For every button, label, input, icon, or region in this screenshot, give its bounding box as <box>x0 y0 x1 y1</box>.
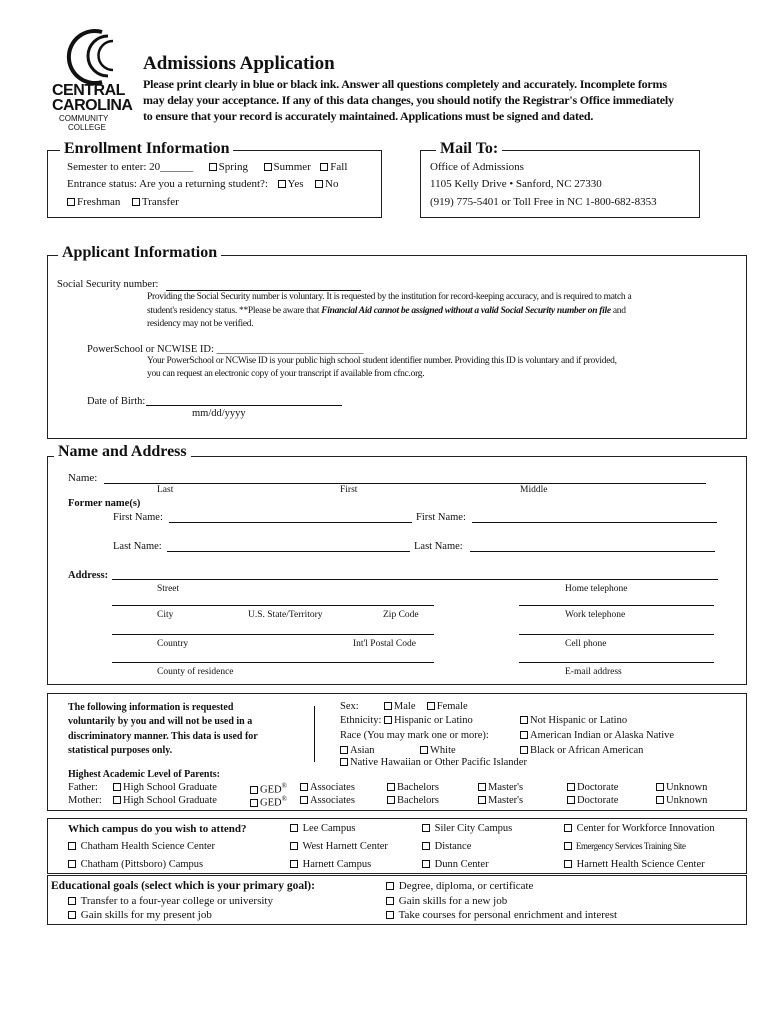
father-hs-label: High School Graduate <box>123 782 217 793</box>
country-caption: Country <box>157 639 189 649</box>
mother-unknown-checkbox[interactable] <box>656 796 664 804</box>
black-checkbox[interactable] <box>520 746 528 754</box>
father-masters-label: Master's <box>488 782 524 793</box>
former-last-label-1: Last Name: <box>113 541 162 552</box>
mother-doctorate-option <box>567 795 618 806</box>
city-caption: City <box>157 610 174 620</box>
page-title: Admissions Application <box>143 53 335 74</box>
home-telephone-caption: Home telephone <box>565 584 628 594</box>
logo-central: CENTRAL <box>52 82 125 99</box>
father-doctorate-label: Doctorate <box>577 782 619 793</box>
work-telephone-caption: Work telephone <box>565 610 626 620</box>
harnett-campus-label: Harnett Campus <box>302 859 372 870</box>
father-bachelors-label: Bachelors <box>397 782 439 793</box>
goals-question: Educational goals (select which is your primary goal): <box>51 880 315 892</box>
name-label: Name: <box>68 472 98 484</box>
father-label: Father: <box>68 782 98 793</box>
powerschool-label[interactable]: PowerSchool or NCWISE ID: ____________________________ <box>87 344 364 355</box>
no-label: No <box>325 178 339 190</box>
workforce-innovation-checkbox[interactable] <box>564 824 572 832</box>
mother-masters-checkbox[interactable] <box>478 796 486 804</box>
zip-caption: Zip Code <box>383 610 419 620</box>
former-last-input-1[interactable] <box>167 551 410 552</box>
female-label: Female <box>436 701 468 712</box>
white-label: White <box>430 745 456 756</box>
american-indian-checkbox[interactable] <box>520 731 528 739</box>
american-indian-label: American Indian or Alaska Native <box>530 730 675 741</box>
mail-to-heading: Mail To: <box>436 140 502 158</box>
ssn-note-2a: student's residency status. **Please be aware that <box>147 306 322 316</box>
former-first-label-2: First Name: <box>416 512 466 523</box>
semester-label: Semester to enter: 20______ <box>67 161 194 173</box>
goal-present-job-label: Gain skills for my present job <box>80 909 212 921</box>
fall-label: Fall <box>330 161 348 173</box>
american-indian-option <box>520 730 674 741</box>
instructions-line-1: Please print clearly in blue or black ink. Answer all questions completely and accurately. Incomplete forms <box>143 77 667 91</box>
campus-option-harnett[interactable] <box>290 859 371 870</box>
goal-option-degree[interactable] <box>386 880 533 892</box>
last-caption: Last <box>157 485 174 495</box>
siler-city-label: Siler City Campus <box>434 823 513 834</box>
workforce-innovation-label: Center for Workforce Innovation <box>576 823 715 834</box>
state-caption: U.S. State/Territory <box>248 610 323 620</box>
father-bachelors-checkbox[interactable] <box>387 783 395 791</box>
not-hispanic-label: Not Hispanic or Latino <box>530 715 628 726</box>
dob-format: mm/dd/yyyy <box>192 408 246 419</box>
west-harnett-label: West Harnett Center <box>302 841 388 852</box>
campus-option-chatham-pittsboro[interactable] <box>68 859 203 870</box>
status-label: Entrance status: Are you a returning student?: <box>67 178 268 190</box>
ssn-note-2c: and <box>610 306 626 316</box>
mail-to-line-1: Office of Admissions <box>430 161 524 173</box>
chatham-pittsboro-checkbox[interactable] <box>68 860 76 868</box>
logo-community: COMMUNITY <box>59 114 109 123</box>
father-doctorate-option <box>567 782 618 793</box>
fall-checkbox[interactable] <box>320 163 328 171</box>
former-first-label-1: First Name: <box>113 512 163 523</box>
mother-doctorate-checkbox[interactable] <box>567 796 575 804</box>
sex-label: Sex: <box>340 701 359 712</box>
campus-option-workforce[interactable] <box>564 823 715 834</box>
mother-ged-checkbox[interactable] <box>250 799 258 807</box>
siler-city-checkbox[interactable] <box>422 824 430 832</box>
instructions-line-2: may delay your acceptance. If any of this data changes, you should notify the Registrar's Office immediately <box>143 93 674 107</box>
asian-option <box>340 745 375 756</box>
father-associates-option <box>300 782 355 793</box>
mother-ged-option <box>250 795 287 809</box>
ssn-input[interactable] <box>166 290 361 291</box>
dob-label: Date of Birth: <box>87 396 146 407</box>
former-last-label-2: Last Name: <box>414 541 463 552</box>
name-address-heading: Name and Address <box>54 443 191 461</box>
freshman-label: Freshman <box>77 196 121 208</box>
voluntary-note-1: The following information is requested <box>68 702 234 713</box>
goal-degree-label: Degree, diploma, or certificate <box>398 880 534 892</box>
dunn-center-label: Dunn Center <box>434 859 489 870</box>
father-bachelors-option <box>387 782 439 793</box>
lee-campus-checkbox[interactable] <box>290 824 298 832</box>
father-hs-checkbox[interactable] <box>113 783 121 791</box>
not-hispanic-checkbox[interactable] <box>520 716 528 724</box>
returning-no-checkbox[interactable] <box>315 180 323 188</box>
campus-option-emergency[interactable] <box>564 841 686 851</box>
freshman-checkbox[interactable] <box>67 198 75 206</box>
father-unknown-label: Unknown <box>666 782 708 793</box>
ethnicity-label: Ethnicity: <box>340 715 382 726</box>
street-caption: Street <box>157 584 180 594</box>
father-unknown-option <box>656 782 707 793</box>
black-option <box>520 745 643 756</box>
applicant-heading: Applicant Information <box>58 244 221 262</box>
parents-label: Highest Academic Level of Parents: <box>68 769 221 780</box>
mother-bachelors-option <box>387 795 439 806</box>
mother-doctorate-label: Doctorate <box>577 795 619 806</box>
ssn-label: Social Security number: <box>57 279 159 290</box>
mother-bachelors-label: Bachelors <box>397 795 439 806</box>
logo-swoosh-icon <box>50 26 134 86</box>
campus-option-distance[interactable] <box>422 841 471 852</box>
black-label: Black or African American <box>530 745 644 756</box>
goal-degree-checkbox[interactable] <box>386 882 394 890</box>
logo-college: COLLEGE <box>68 123 106 132</box>
sex-row <box>340 701 468 712</box>
campus-option-harnett-health[interactable] <box>564 859 705 870</box>
goal-present-job-checkbox[interactable] <box>68 911 76 919</box>
father-doctorate-checkbox[interactable] <box>567 783 575 791</box>
student-type-row <box>67 196 179 208</box>
former-last-input-2[interactable] <box>470 551 715 552</box>
mother-label: Mother: <box>68 795 102 806</box>
goal-new-job-label: Gain skills for a new job <box>398 895 508 907</box>
voluntary-note-2: voluntarily by you and will not be used in a <box>68 716 253 727</box>
asian-checkbox[interactable] <box>340 746 348 754</box>
campus-question: Which campus do you wish to attend? <box>68 823 247 835</box>
campus-option-lee[interactable] <box>290 823 355 834</box>
intl-postal-caption: Int'l Postal Code <box>353 639 416 649</box>
not-hispanic-option <box>520 715 627 726</box>
father-hs-option <box>113 782 217 793</box>
street-input[interactable] <box>112 579 718 580</box>
mother-associates-checkbox[interactable] <box>300 796 308 804</box>
father-ged-checkbox[interactable] <box>250 786 258 794</box>
middle-caption: Middle <box>520 485 548 495</box>
name-input[interactable] <box>104 483 706 484</box>
mother-hs-checkbox[interactable] <box>113 796 121 804</box>
mother-ged-registered-mark: ® <box>281 795 287 803</box>
emergency-services-checkbox[interactable] <box>564 842 572 850</box>
transfer-checkbox[interactable] <box>132 198 140 206</box>
enrollment-heading: Enrollment Information <box>60 140 233 158</box>
father-masters-checkbox[interactable] <box>478 783 486 791</box>
semester-row <box>67 161 347 173</box>
harnett-health-checkbox[interactable] <box>564 860 572 868</box>
distance-label: Distance <box>434 841 472 852</box>
hispanic-label: Hispanic or Latino <box>394 715 473 726</box>
work-telephone-input[interactable] <box>519 634 714 635</box>
chatham-pittsboro-label: Chatham (Pittsboro) Campus <box>80 859 204 870</box>
status-row <box>67 178 338 190</box>
campus-option-dunn[interactable] <box>422 859 489 870</box>
mother-unknown-option <box>656 795 707 806</box>
asian-label: Asian <box>350 745 375 756</box>
instructions-line-3: to ensure that your record is accurately maintained. Applications must be signed and dated. <box>143 109 594 123</box>
goal-option-new-job[interactable] <box>386 895 507 907</box>
ssn-note-line-1: Providing the Social Security number is voluntary. It is requested by the institution for record-keeping accuracy, and is required to match a <box>147 292 632 302</box>
yes-label: Yes <box>287 178 304 190</box>
cell-phone-caption: Cell phone <box>565 639 607 649</box>
powerschool-note-line-1: Your PowerSchool or NCWise ID is your public high school student identifier number. Providing this ID is voluntary and if provided, <box>147 356 617 366</box>
goal-transfer-label: Transfer to a four-year college or university <box>80 895 273 907</box>
name-address-section <box>47 456 747 685</box>
logo-carolina: CAROLINA <box>52 97 133 114</box>
goal-option-transfer[interactable] <box>68 895 273 907</box>
goal-option-present-job[interactable] <box>68 909 212 921</box>
city-state-zip-input[interactable] <box>112 605 434 606</box>
financial-aid-warning: Financial Aid cannot be assigned without a valid Social Security number on file <box>321 306 611 316</box>
spring-checkbox[interactable] <box>209 163 217 171</box>
mother-masters-label: Master's <box>488 795 524 806</box>
county-input[interactable] <box>112 662 434 663</box>
home-telephone-input[interactable] <box>519 605 714 606</box>
first-caption: First <box>340 485 358 495</box>
transfer-label: Transfer <box>141 196 179 208</box>
male-checkbox[interactable] <box>384 702 392 710</box>
pacific-checkbox[interactable] <box>340 758 348 766</box>
powerschool-note-line-2: you can request an electronic copy of your transcript if available from cfnc.org. <box>147 369 425 379</box>
harnett-health-label: Harnett Health Science Center <box>576 859 705 870</box>
campus-option-chatham-health[interactable] <box>68 841 215 852</box>
mother-associates-option <box>300 795 355 806</box>
campus-option-west-harnett[interactable] <box>290 841 388 852</box>
white-option <box>420 745 456 756</box>
mother-bachelors-checkbox[interactable] <box>387 796 395 804</box>
email-caption: E-mail address <box>565 667 622 677</box>
mother-associates-label: Associates <box>310 795 355 806</box>
female-checkbox[interactable] <box>427 702 435 710</box>
father-associates-checkbox[interactable] <box>300 783 308 791</box>
ethnicity-row <box>340 715 473 726</box>
goal-transfer-checkbox[interactable] <box>68 897 76 905</box>
college-logo <box>50 26 134 132</box>
father-ged-label: GED <box>260 784 282 796</box>
mother-ged-label: GED <box>260 797 282 809</box>
voluntary-note-3: discriminatory manner. This data is used for <box>68 731 258 742</box>
emergency-services-label: Emergency Services Training Site <box>575 841 686 851</box>
lee-campus-label: Lee Campus <box>302 823 356 834</box>
cell-phone-input[interactable] <box>519 662 714 663</box>
summer-checkbox[interactable] <box>264 163 272 171</box>
chatham-health-label: Chatham Health Science Center <box>80 841 216 852</box>
dob-input[interactable] <box>146 405 342 406</box>
harnett-campus-checkbox[interactable] <box>290 860 298 868</box>
goal-enrichment-checkbox[interactable] <box>386 911 394 919</box>
spring-label: Spring <box>218 161 249 173</box>
dunn-center-checkbox[interactable] <box>422 860 430 868</box>
mother-hs-label: High School Graduate <box>123 795 217 806</box>
father-ged-registered-mark: ® <box>281 782 287 790</box>
ssn-note-line-2 <box>147 306 626 316</box>
father-unknown-checkbox[interactable] <box>656 783 664 791</box>
former-first-input-1[interactable] <box>169 522 412 523</box>
chatham-health-checkbox[interactable] <box>68 842 76 850</box>
father-masters-option <box>478 782 523 793</box>
pacific-label: Native Hawaiian or Other Pacific Islander <box>350 757 527 768</box>
former-first-input-2[interactable] <box>472 522 717 523</box>
father-ged-option <box>250 782 287 796</box>
distance-checkbox[interactable] <box>422 842 430 850</box>
goal-option-enrichment[interactable] <box>386 909 617 921</box>
address-label: Address: <box>68 570 109 581</box>
hispanic-checkbox[interactable] <box>384 716 392 724</box>
father-associates-label: Associates <box>310 782 355 793</box>
demographics-divider <box>314 706 315 762</box>
mail-to-line-3: (919) 775-5401 or Toll Free in NC 1-800-682-8353 <box>430 196 657 208</box>
west-harnett-checkbox[interactable] <box>290 842 298 850</box>
goal-new-job-checkbox[interactable] <box>386 897 394 905</box>
goal-enrichment-label: Take courses for personal enrichment and interest <box>398 909 618 921</box>
ssn-note-line-3: residency may not be verified. <box>147 319 254 329</box>
summer-label: Summer <box>273 161 311 173</box>
returning-yes-checkbox[interactable] <box>278 180 286 188</box>
mother-unknown-label: Unknown <box>666 795 708 806</box>
mother-masters-option <box>478 795 523 806</box>
pacific-option <box>340 757 527 768</box>
campus-option-siler[interactable] <box>422 823 512 834</box>
white-checkbox[interactable] <box>420 746 428 754</box>
voluntary-note-4: statistical purposes only. <box>68 745 173 756</box>
male-label: Male <box>393 701 416 712</box>
mail-to-line-2: 1105 Kelly Drive • Sanford, NC 27330 <box>430 178 602 190</box>
mother-hs-option <box>113 795 217 806</box>
country-postal-input[interactable] <box>112 634 434 635</box>
county-caption: County of residence <box>157 667 234 677</box>
race-label: Race (You may mark one or more): <box>340 730 489 741</box>
former-names-label: Former name(s) <box>68 498 141 509</box>
